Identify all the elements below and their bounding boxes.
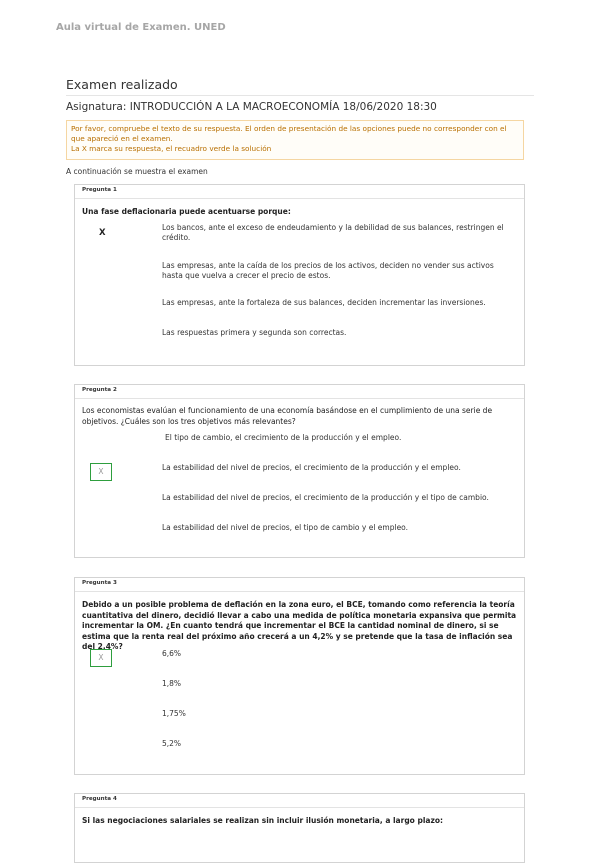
- question-header: [75, 794, 524, 808]
- question-label: Pregunta 3: [82, 580, 117, 586]
- question-header: [75, 578, 524, 592]
- selected-answer-mark: X: [99, 228, 106, 238]
- question-card-4: [74, 793, 525, 863]
- question-text: Si las negociaciones salariales se realizan sin incluir ilusión monetaria, a largo plazo:: [82, 816, 443, 825]
- answer-option: Las empresas, ante la caída de los precios de los activos, deciden no vender sus activos hasta que vuelva a crecer el precio de estos.: [162, 261, 494, 280]
- question-text: Los economistas evalúan el funcionamiento de una economía basándose en el cumplimiento de una serie de objetivos. ¿Cuáles son los tres objetivos más relevantes?: [82, 406, 493, 426]
- question-label: Pregunta 1: [82, 187, 117, 193]
- answer-option: 5,2%: [162, 739, 182, 748]
- intro-text: A continuación se muestra el examen: [66, 167, 208, 176]
- notice-text: Por favor, compruebe el texto de su respuesta. El orden de presentación de las opciones puede no corresponder con el que apareció en el examen.: [71, 124, 507, 143]
- answer-option: 6,6%: [162, 649, 182, 658]
- notice-box: [66, 120, 524, 160]
- question-header: [75, 185, 524, 199]
- answer-option: La estabilidad del nivel de precios, el crecimiento de la producción y el tipo de cambio.: [162, 493, 489, 502]
- page-title: Examen realizado: [66, 77, 178, 92]
- question-header: [75, 385, 524, 399]
- title-divider: [66, 95, 534, 96]
- question-card-2: [74, 384, 525, 558]
- subject-heading: Asignatura: INTRODUCCIÓN A LA MACROECONOMÍA 18/06/2020 18:30: [66, 101, 437, 113]
- answer-option: Las respuestas primera y segunda son correctas.: [162, 328, 347, 337]
- question-text: Debido a un posible problema de deflación en la zona euro, el BCE, tomando como referencia la teoría cuantitativa del dinero, decidió llevar a cabo una medida de política monetaria expansiva que permita incrementar la OM. ¿En cuanto tendrá que incrementar el BCE la cantidad nominal de dinero, si se estima que la renta real del próximo año crecerá a un 4,2% y se pretende que la tasa de inflación sea del 2,4%?: [82, 600, 517, 651]
- answer-option: 1,75%: [162, 709, 186, 718]
- question-card-1: [74, 184, 525, 366]
- answer-option: El tipo de cambio, el crecimiento de la producción y el empleo.: [165, 433, 402, 442]
- correct-answer-box: X: [90, 649, 112, 667]
- site-title: Aula virtual de Examen. UNED: [56, 22, 226, 33]
- question-label: Pregunta 4: [82, 796, 117, 802]
- answer-option: La estabilidad del nivel de precios, el tipo de cambio y el empleo.: [162, 523, 409, 532]
- notice-legend: La X marca su respuesta, el recuadro verde la solución: [71, 144, 272, 153]
- question-label: Pregunta 2: [82, 387, 117, 393]
- answer-option: Las empresas, ante la fortaleza de sus balances, deciden incrementar las inversiones.: [162, 298, 486, 307]
- answer-option: Los bancos, ante el exceso de endeudamiento y la debilidad de sus balances, restringen el crédito.: [162, 223, 504, 242]
- answer-option: 1,8%: [162, 679, 182, 688]
- question-card-3: [74, 577, 525, 775]
- answer-option: La estabilidad del nivel de precios, el crecimiento de la producción y el empleo.: [162, 463, 461, 472]
- question-text: Una fase deflacionaria puede acentuarse porque:: [82, 207, 291, 216]
- correct-answer-box: X: [90, 463, 112, 481]
